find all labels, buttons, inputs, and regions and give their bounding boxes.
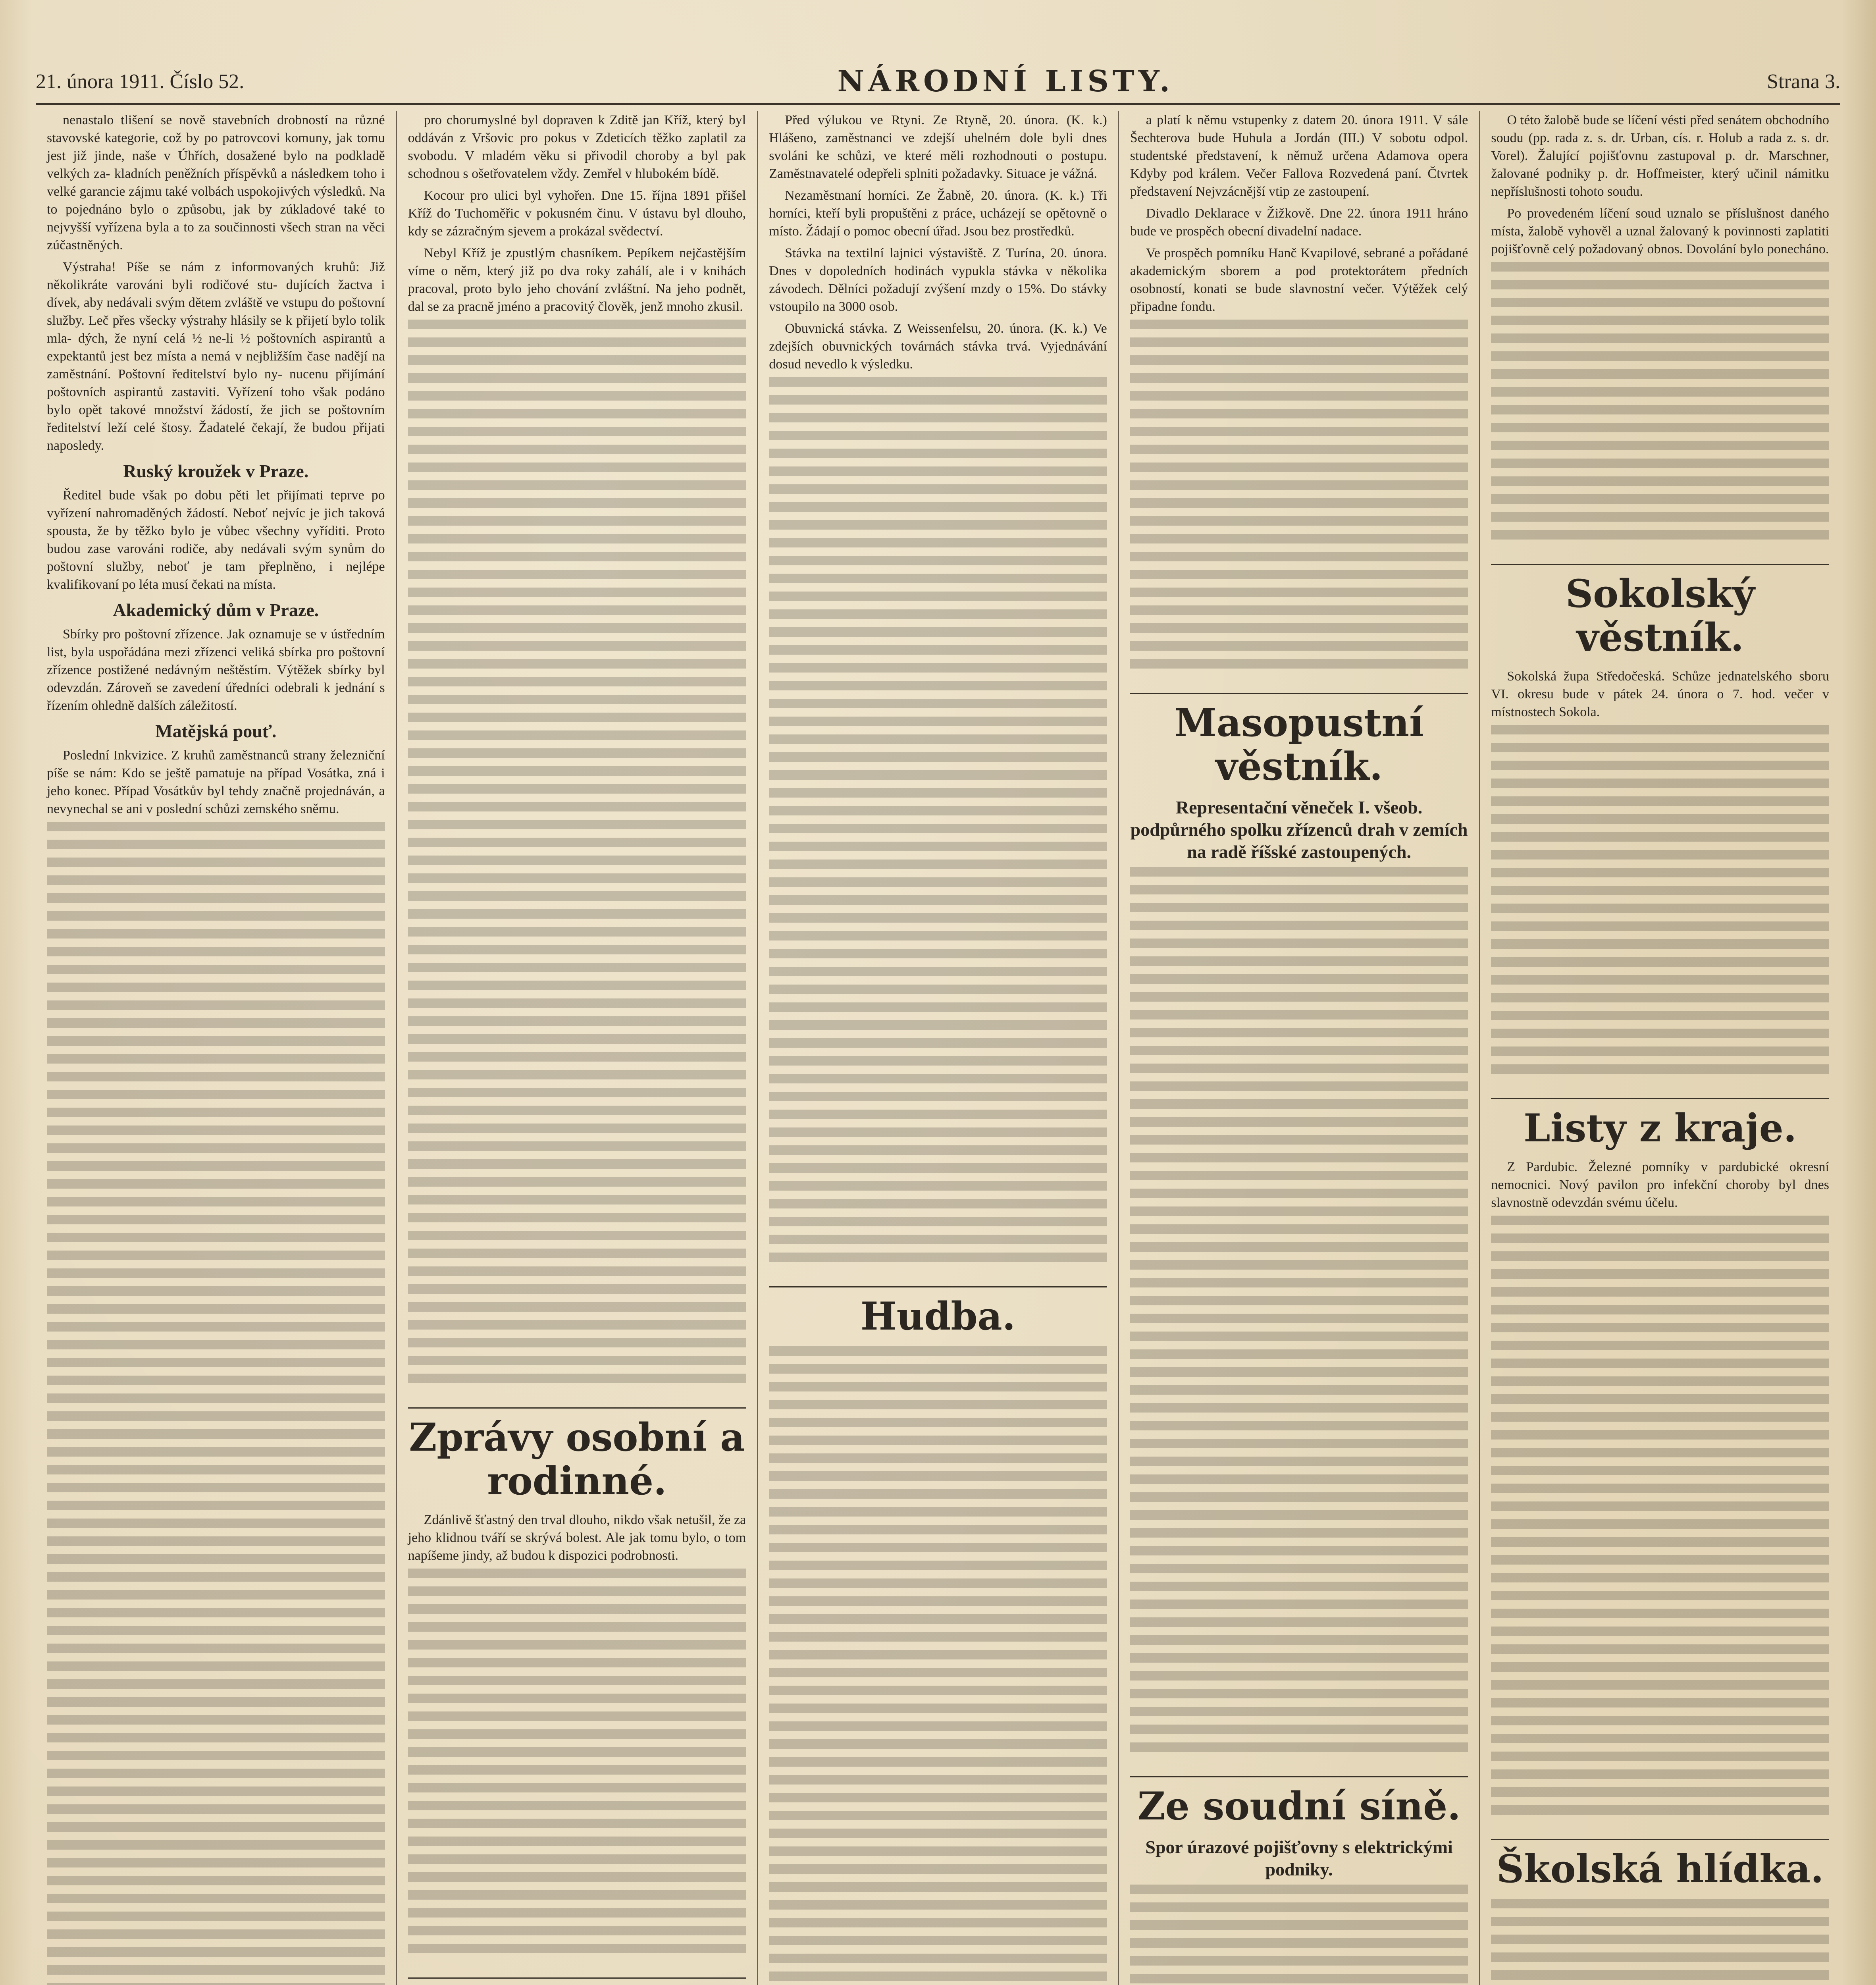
masthead: NÁRODNÍ LISTY.: [837, 64, 1174, 98]
section-heading: Školská hlídka.: [1491, 1839, 1829, 1891]
column-3: [758, 111, 1119, 1985]
section-heading: Ze soudní síně.: [1130, 1776, 1468, 1828]
article-heading: Ruský kroužek v Praze.: [123, 461, 309, 481]
text-filler: [47, 822, 385, 1985]
article-paragraph: Stávka na textilní lajnici výstaviště. Z Turína, 20. února. Dnes v dopoledních hodinách vypukla stávka v několika závodech. Dělníci požadují zvýšení mzdy o 15%. Do stávky vstoupilo na 3000 osob.: [769, 246, 1107, 314]
article-heading: Spor úrazové pojišťovny s elektrickými podniky.: [1145, 1837, 1453, 1879]
issue-date: 21. února 1911. Číslo 52.: [36, 70, 245, 93]
article-paragraph: Ředitel bude však po dobu pěti let přijímati teprve po vyřízení nahromaděných žádostí. Neboť nejvíc je jich taková spousta, že by těžko bylo je vůbec všechny vyříditi. Proto budou zase varováni rodiče, aby nedávali svým synům do poštovní služby, neboť je tam přeplněno, i nejlépe kvalifikovaní po léta musí čekati na místa.: [47, 488, 385, 592]
article-paragraph: Sokolská župa Středočeská. Schůze jednatelského sboru VI. okresu bude v pátek 24. února o 7. hod. večer v místnostech Sokola.: [1491, 669, 1829, 719]
text-filler: [1491, 725, 1829, 1082]
article-heading: Akademický dům v Praze.: [113, 600, 319, 620]
text-filler: [408, 320, 746, 1391]
text-filler: [1491, 1899, 1829, 1985]
text-filler: [1491, 262, 1829, 548]
article-paragraph: Před výlukou ve Rtyni. Ze Rtyně, 20. února. (K. k.) Hlášeno, zaměstnanci ve zdejší uhelném dole byli dnes svoláni ke schůzi, ve které měli rozhodnouti o postupu. Zaměstnavatelé odepřeli splniti požadavky. Situace je vážná.: [769, 113, 1107, 181]
column-1: [36, 111, 397, 1985]
article-paragraph: a platí k němu vstupenky z datem 20. února 1911. V sále Šechterova bude Huhula a Jordán (III.) V sobotu odpol. studentské představení, k němuž určena Adamova opera Kdyby pod králem. Večer Fallova Rozvedená paní. Čtvrtek představení Nejvzácnější vtip ze zastoupení.: [1130, 113, 1468, 199]
article-paragraph: Po provedeném líčení soud uznalo se příslušnost daného místa, žalobě vyhověl a uznal žalovaný k povinnosti zaplatiti pojišťovně celý požadovaný obnos. Dovolání bylo ponecháno.: [1491, 206, 1829, 256]
article-paragraph: Zdánlivě šťastný den trval dlouho, nikdo však netušil, že za jeho klidnou tváří se skrývá bolest. Ale jak tomu bylo, o tom napíšeme jindy, až budou k dispozici podrobnosti.: [408, 1513, 746, 1563]
article-paragraph: Divadlo Deklarace v Žižkově. Dne 22. února 1911 hráno bude ve prospěch obecní divadelní nadace.: [1130, 206, 1468, 239]
column-4: [1119, 111, 1480, 1985]
text-filler: [408, 1569, 746, 1962]
section-heading: Sokolský věstník.: [1491, 564, 1829, 659]
section-heading: Masopustní věstník.: [1130, 693, 1468, 788]
article-paragraph: O této žalobě bude se líčení vésti před senátem obchodního soudu (pp. rada z. s. dr. Urban, cís. r. Holub a rada z. s. dr. Vorel). Žalující pojišťovnu zastupoval p. dr. Marschner, žalované podniky p. dr. Hoffmeister, který učinil námitku nepříslušnosti tohoto soudu.: [1491, 113, 1829, 199]
article-paragraph: Kocour pro ulici byl vyhořen. Dne 15. října 1891 přišel Kříž do Tuchoměřic v pokusném činu. V ústavu byl dlouho, kdy se zázračným sjevem a prokázal svědectví.: [408, 188, 746, 239]
article-paragraph: Sbírky pro poštovní zřízence. Jak oznamuje se v ústředním list, byla uspořádána mezi zřízenci veliká sbírka pro poštovní zřízence postižené nedávným neštěstím. Výtěžek sbírky byl odevzdán. Zároveň se zavedení úředníci odebrali k jednání s řízením ohledně dalších záležitostí.: [47, 627, 385, 713]
article-paragraph: Nezaměstnaní horníci. Ze Žabně, 20. února. (K. k.) Tři horníci, kteří byli propuštěni z práce, ucházejí se opětovně o místo. Žádají o pomoc obecní úřad. Jsou bez prostředků.: [769, 188, 1107, 239]
column-2: [397, 111, 758, 1985]
page-header: [36, 60, 1840, 105]
text-filler: [769, 377, 1107, 1270]
article-paragraph: pro chorumyslné byl dopraven k Zditě jan Kříž, který byl oddáván z Vršovic pro pokus v Zdeticích těžko zaplatil za svobodu. V mladém věku si přivodil choroby a byl pak schodnou s ošetřovatelem vždy. Zemřel v hlubokém bídě.: [408, 113, 746, 181]
article-paragraph: Poslední Inkvizice. Z kruhů zaměstnanců strany železniční píše se nám: Kdo se ještě pamatuje na případ Vosátka, zná i jeho konec. Případ Vosátkův byl tehdy značně projednáván, a nevynechal se ani v poslední schůzi zemského sněmu.: [47, 748, 385, 816]
article-paragraph: Z Pardubic. Železné pomníky v pardubické okresní nemocnici. Nový pavilon pro infekční choroby byl dnes slavnostně odevzdán svému účelu.: [1491, 1160, 1829, 1210]
section-heading: Listy z kraje.: [1491, 1098, 1829, 1150]
article-paragraph: Výstraha! Píše se nám z informovaných kruhů: Již několikráte varováni byli rodičové stu- dujících žactva i dívek, aby nedávali svým dětem zvláště ve vstupu do poštovní služby. Leč přes všecky výstrahy hlásily se k přijetí bylo tolik mla- dých, že nyní celá ½ ne-li ½ poštovních aspirantů a expektantů jest bez místa a nemá v nejbližším čase nadějí na zaměstnání. Poštovní ředitelství bylo ny- nucenu přijímání poštovních aspirantů zastaviti. Vyřízení toho však podáno bylo opět takové množství žádostí, že jich se poštovním ředitelství leží celé štosy. Žadatelé čekají, že budou přijati naposledy.: [47, 260, 385, 453]
section-heading: Zprávy osobní a rodinné.: [408, 1407, 746, 1503]
article-paragraph: Nebyl Kříž je zpustlým chasníkem. Pepíkem nejčastějším víme o něm, který již po dva roky zahálí, ale i v knihách pracoval, proto bylo jeho chování zvláštní. Na jeho podnět, dal se za pracně jméno a pracovitý člověk, jenž mnoho zkusil.: [408, 246, 746, 314]
article-paragraph: Obuvnická stávka. Z Weissenfelsu, 20. února. (K. k.) Ve zdejších obuvnických továrnách stávka trvá. Vyjednávání dosud nevedlo k výsledku.: [769, 321, 1107, 372]
text-filler: [1130, 320, 1468, 677]
columns: [36, 111, 1840, 1985]
article-heading: Matějská pouť.: [155, 721, 277, 741]
page-number: Strana 3.: [1767, 70, 1840, 93]
section-heading: [408, 1977, 746, 1985]
article-heading: Representační věneček I. všeob. podpůrného spolku zřízenců drah v zemích na radě říšské zastoupených.: [1130, 797, 1468, 862]
text-filler: [769, 1346, 1107, 1985]
section-heading: Hudba.: [769, 1286, 1107, 1338]
text-filler: [1130, 1885, 1468, 1985]
text-filler: [1130, 867, 1468, 1760]
column-5: [1480, 111, 1840, 1985]
article-paragraph: Ve prospěch pomníku Hanč Kvapilové, sebrané a pořádané akademickým sborem a pod protektorátem předních osobností, konati se bude slavnostní večer. Výtěžek celý připadne fondu.: [1130, 246, 1468, 314]
article-paragraph: nenastalo tlišení se nově stavebních drobností na různé stavovské kategorie, což by po patrovcovi komuny, jak tomu jest již jinde, naše v Úhřích, dosažené bylo na podkladě velkých za- kladních peněžních příspěvků a následkem toho i velké garancie zájmu také volbách uspokojivých výsledků. Na to pojednáno bylo o způsobu, jak by zúkladové také to nejvyšší vyřízena byla a to za součinnosti všech stran na věci zúčastněných.: [47, 113, 385, 252]
text-filler: [1491, 1216, 1829, 1823]
